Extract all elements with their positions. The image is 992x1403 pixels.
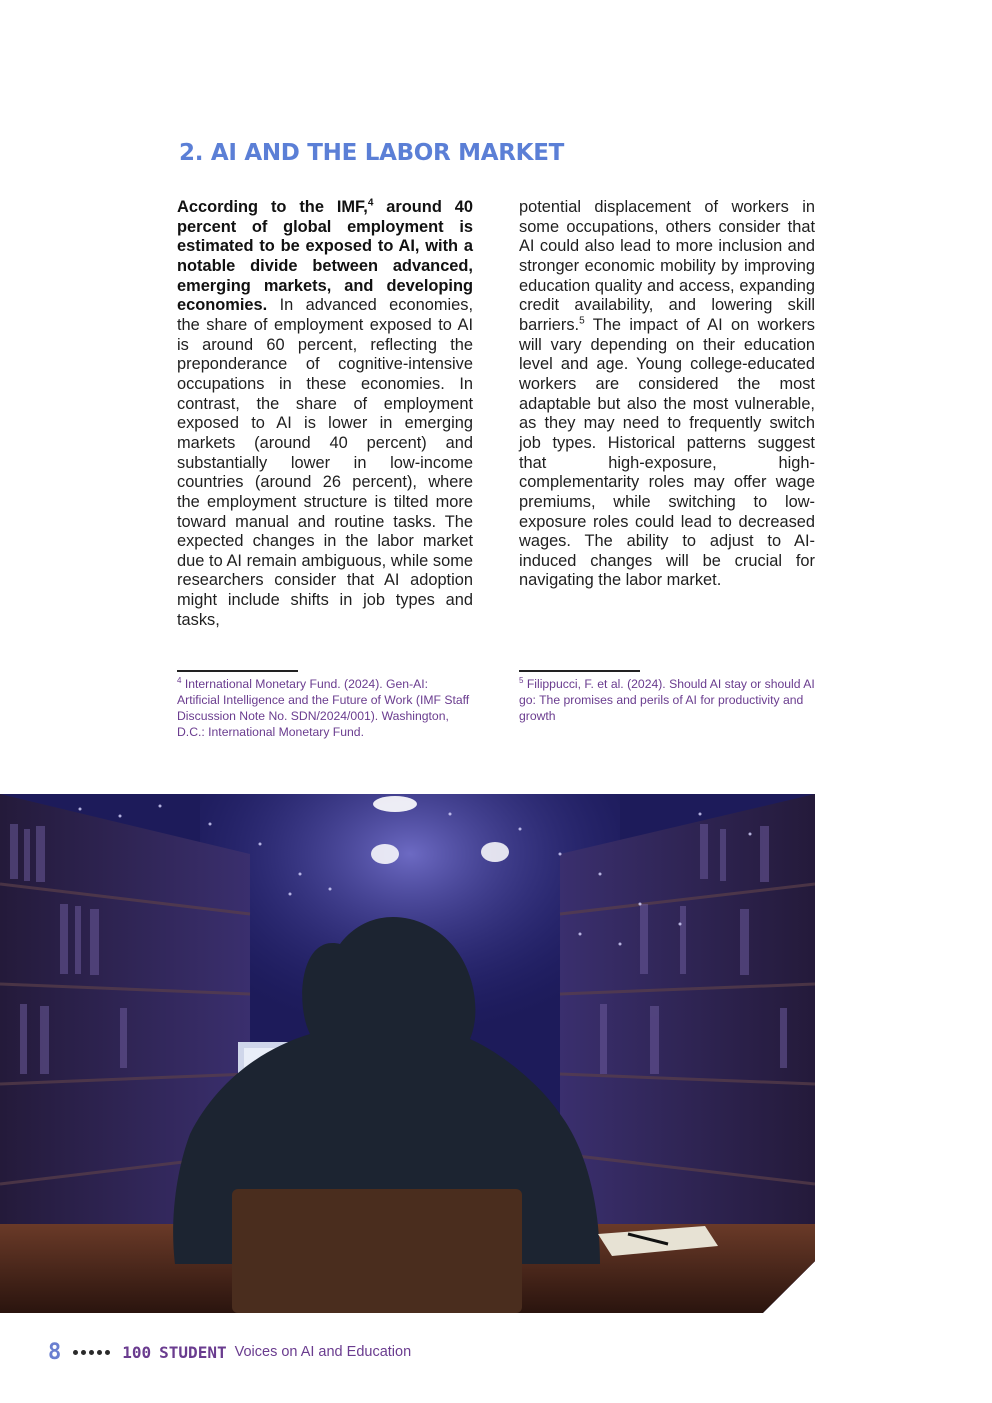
body-column-left	[177, 198, 473, 630]
footnote-ref-5[interactable]: 5	[579, 315, 585, 327]
publication-word: STUDENT	[159, 1342, 227, 1362]
footnote-4	[177, 676, 473, 740]
body-paragraph-left	[177, 198, 473, 630]
footnote-ref-4[interactable]: 4	[367, 197, 374, 209]
body-paragraph-right	[519, 198, 815, 591]
publication-number: 100	[122, 1342, 152, 1362]
chair-back	[232, 1189, 522, 1313]
library-laptop-photo	[0, 794, 815, 1313]
body-text-right-a: potential displacement of workers in some occupations, others consider that AI could also lead to more inclusion and stronger economic mobility by improving education quality and access, expanding credit availability, and lowering skill barriers.	[519, 198, 815, 334]
body-column-right	[519, 198, 815, 591]
section-title: 2. AI AND THE LABOR MARKET	[179, 140, 564, 166]
footnote-text: International Monetary Fund. (2024). Gen-AI: Artificial Intelligence and the Future of Work (IMF Staff Discussion Note No. SDN/2024/001). Washington, D.C.: International Monetary Fund.	[177, 677, 470, 739]
lead-text-b: around 40 percent of global employment is estimated to be exposed to AI, with a notable divide between advanced, emerging markets, and developing economies.	[177, 198, 473, 315]
footnote-number: 5	[519, 675, 524, 685]
photo-illustration	[0, 794, 815, 1313]
publication-title: Voices on AI and Education	[234, 1344, 412, 1360]
body-text-left: In advanced economies, the share of employment exposed to AI is around 60 percent, reflecting the preponderance of cognitive-intensive occupations in these economies. In contrast, the share of employment exposed to AI is lower in emerging markets (around 40 percent) and substantially lower in low-income countries (around 26 percent), where the employment structure is tilted more toward manual and routine tasks. The expected changes in the labor market due to AI remain ambiguous, while some researchers consider that AI adoption might include shifts in job types and tasks,	[177, 296, 473, 629]
page-number: 8	[48, 1339, 62, 1365]
footnote-divider-right	[519, 670, 640, 672]
lead-text-a: According to the IMF,	[177, 198, 368, 216]
footer-dots	[73, 1350, 110, 1355]
footnote-text: Filippucci, F. et al. (2024). Should AI stay or should AI go: The promises and perils of AI for productivity and growth	[519, 677, 815, 723]
footnote-number: 4	[177, 675, 182, 685]
page-footer	[48, 1338, 411, 1366]
body-text-right-b: The impact of AI on workers will vary depending on their education level and age. Young college-educated workers are considered the most adaptable but also the most vulnerable, as they may need to frequently switch job types. Historical patterns suggest that high-exposure, high-complementarity roles may offer wage premiums, while switching to low-exposure roles could lead to decreased wages. The ability to adjust to AI-induced changes will be crucial for navigating the labor market.	[519, 315, 815, 590]
footnote-divider-left	[177, 670, 298, 672]
footnote-5	[519, 676, 815, 724]
right-bookshelf	[560, 794, 815, 1264]
